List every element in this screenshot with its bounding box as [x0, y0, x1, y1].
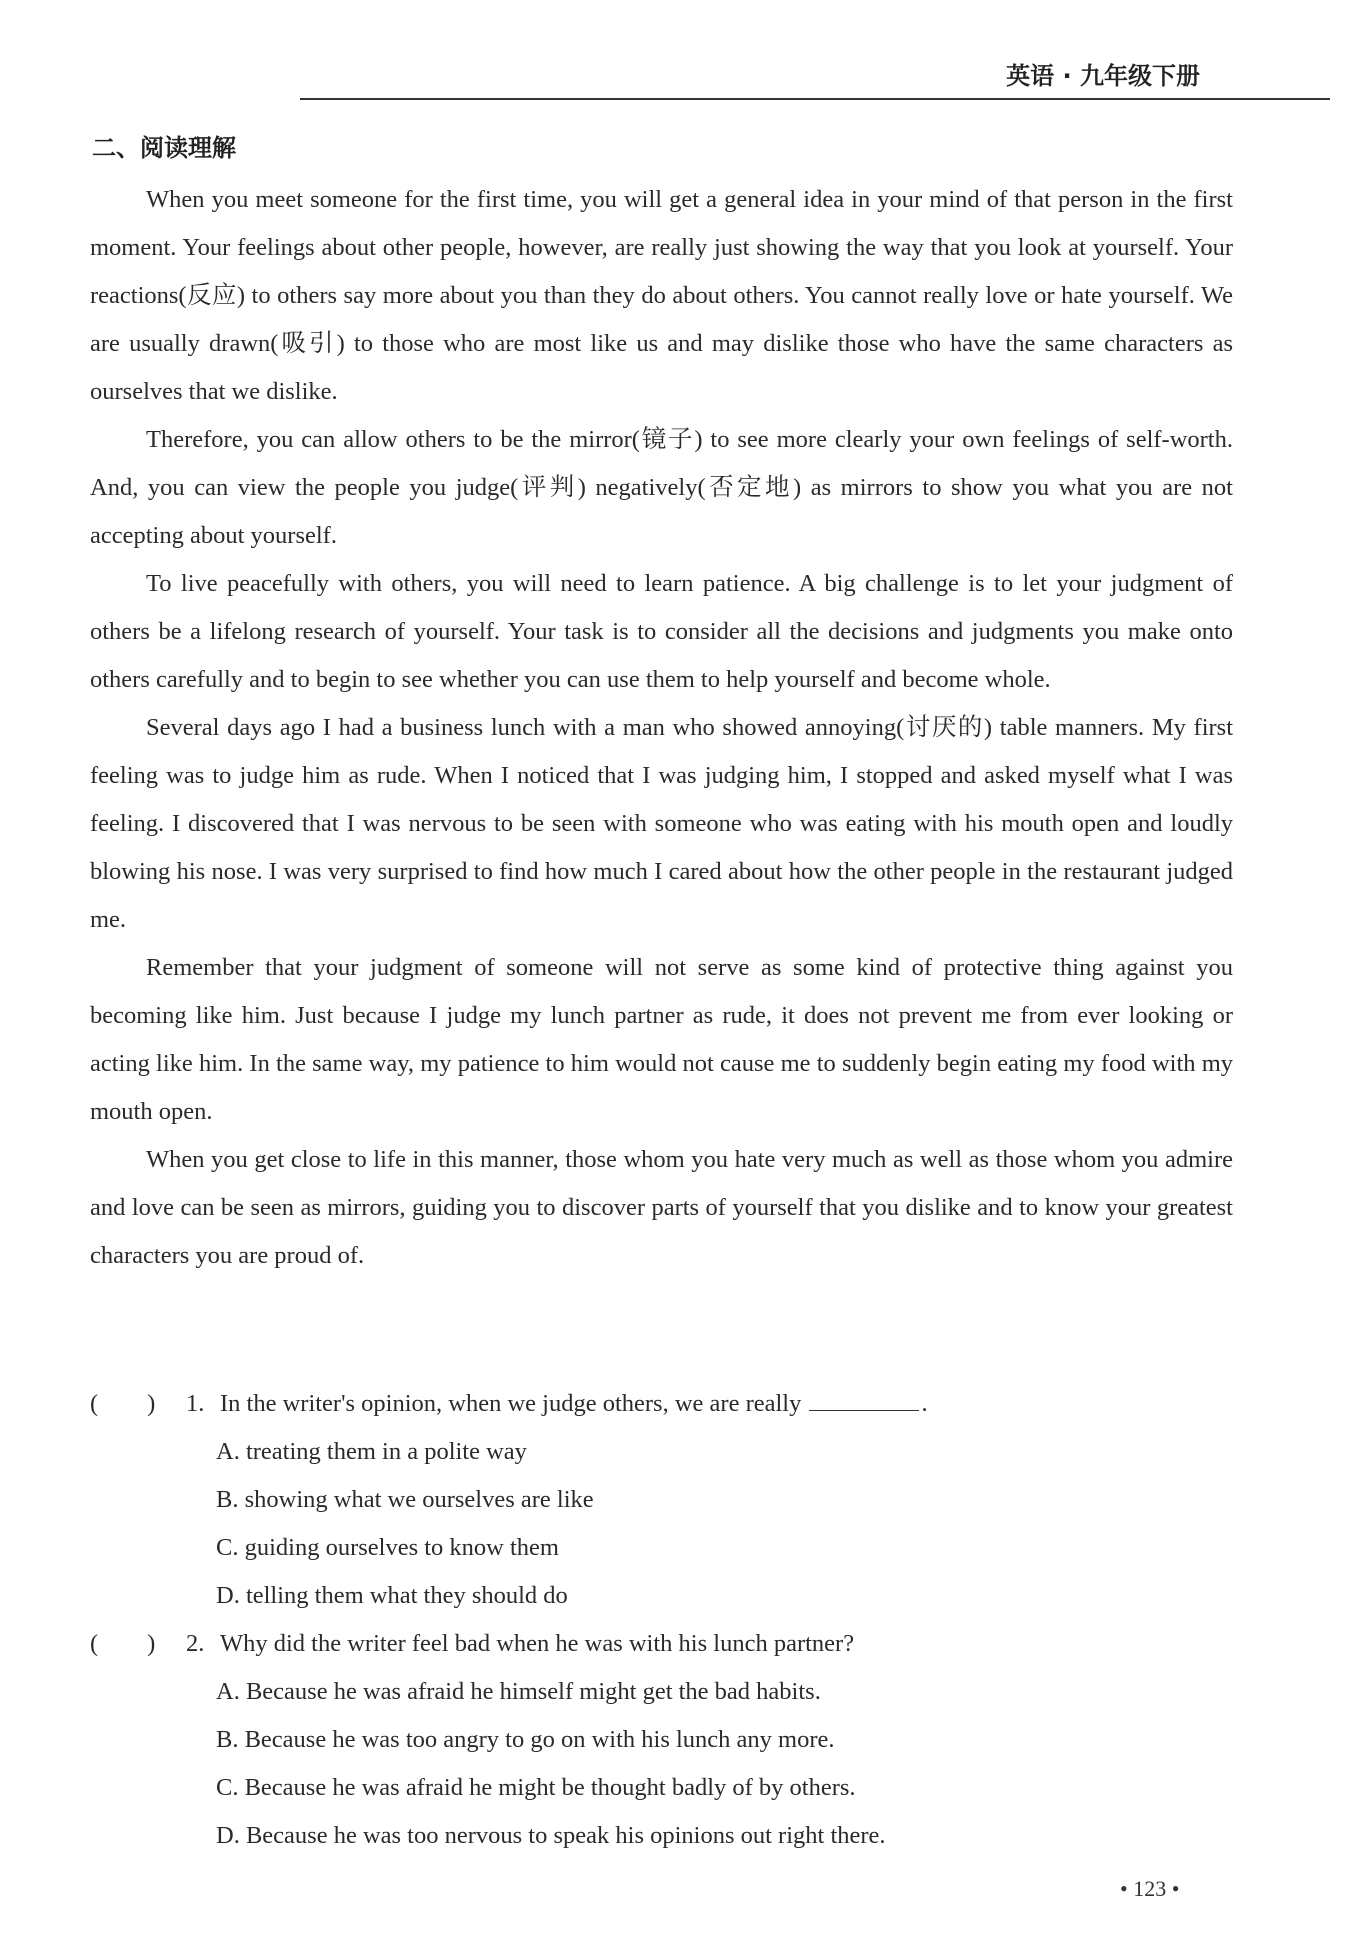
- fill-blank-line: [809, 1390, 919, 1411]
- passage-paragraph: When you meet someone for the first time, you will get a general idea in your mind of that person in the first moment. Your feelings about other people, however, are really just showing the way that you look at yourself. Your reactions(反应) to others say more about you than they do about others. You cannot really love or hate yourself. We are usually drawn(吸引) to those who are most like us and may dislike those who have the same characters as ourselves that we dislike.: [90, 186, 1233, 405]
- option-c: C. Because he was afraid he might be thought badly of by others.: [216, 1774, 856, 1801]
- option-d: D. Because he was too nervous to speak his opinions out right there.: [216, 1822, 886, 1849]
- question-stem-row: [90, 1620, 1240, 1668]
- question-number: 1.: [186, 1390, 205, 1417]
- option-c: C. guiding ourselves to know them: [216, 1534, 559, 1561]
- question-2: [90, 1620, 1240, 1860]
- question-stem-end: .: [921, 1390, 928, 1417]
- question-stem-row: [90, 1380, 1240, 1428]
- passage-paragraph: To live peacefully with others, you will need to learn patience. A big challenge is to let your judgment of others be a lifelong research of yourself. Your task is to consider all the decisions and judgments you make onto others carefully and to begin to see whether you can use them to help yourself and become whole.: [90, 570, 1233, 693]
- option-d: D. telling them what they should do: [216, 1582, 568, 1609]
- page-number: • 123 •: [1120, 1876, 1180, 1901]
- answer-blank-paren: ( ): [90, 1390, 156, 1417]
- question-stem-text: Why did the writer feel bad when he was with his lunch partner?: [220, 1630, 855, 1657]
- option-a: A. Because he was afraid he himself might get the bad habits.: [216, 1678, 821, 1705]
- passage-paragraph: Several days ago I had a business lunch with a man who showed annoying(讨厌的) table manners. My first feeling was to judge him as rude. When I noticed that I was judging him, I stopped and asked myself what I was feeling. I discovered that I was nervous to be seen with someone who was eating with his mouth open and loudly blowing his nose. I was very surprised to find how much I cared about how the other people in the restaurant judged me.: [90, 714, 1233, 933]
- answer-blank-paren: ( ): [90, 1630, 156, 1657]
- passage-paragraph: Remember that your judgment of someone will not serve as some kind of protective thing against you becoming like him. Just because I judge my lunch partner as rude, it does not prevent me from ever looking or acting like him. In the same way, my patience to him would not cause me to suddenly begin eating my food with my mouth open.: [90, 954, 1233, 1125]
- question-list: [90, 1380, 1240, 1860]
- question-stem: [220, 1380, 1240, 1428]
- option-a: A. treating them in a polite way: [216, 1438, 527, 1465]
- option-b: B. showing what we ourselves are like: [216, 1486, 594, 1513]
- header-title: 英语 · 九年级下册: [1006, 62, 1200, 90]
- question-1: [90, 1380, 1240, 1620]
- option-b: B. Because he was too angry to go on with his lunch any more.: [216, 1726, 835, 1753]
- running-header: [300, 52, 1330, 100]
- question-number: 2.: [186, 1630, 205, 1657]
- section-heading: 二、阅读理解: [92, 134, 236, 162]
- passage-paragraph: Therefore, you can allow others to be the mirror(镜子) to see more clearly your own feelings of self-worth. And, you can view the people you judge(评判) negatively(否定地) as mirrors to show you what you are not accepting about yourself.: [90, 426, 1233, 549]
- passage-paragraph: When you get close to life in this manner, those whom you hate very much as well as those whom you admire and love can be seen as mirrors, guiding you to discover parts of yourself that you dislike and to know your greatest characters you are proud of.: [90, 1146, 1233, 1269]
- question-stem: [220, 1620, 1240, 1668]
- question-stem-text: In the writer's opinion, when we judge others, we are really: [220, 1390, 802, 1417]
- reading-passage: [90, 176, 1233, 1280]
